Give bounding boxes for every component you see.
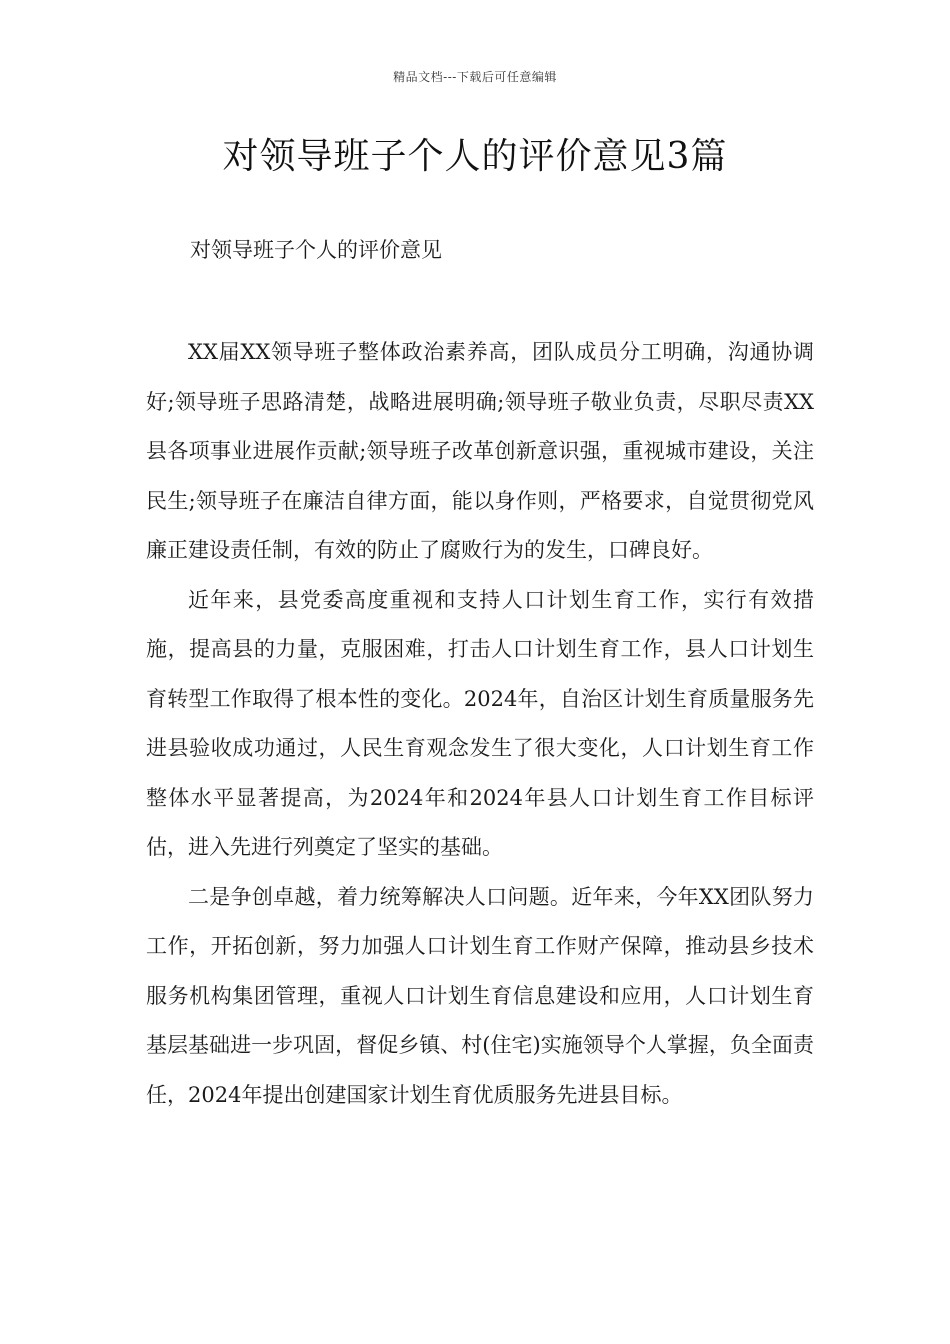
document-title: 对领导班子个人的评价意见3篇 bbox=[222, 136, 728, 177]
document-body bbox=[146, 328, 814, 1120]
document-subtitle: 对领导班子个人的评价意见 bbox=[190, 238, 442, 262]
paragraph: 近年来，县党委高度重视和支持人口计划生育工作，实行有效措施，提高县的力量，克服困难，打击人口计划生育工作，县人口计划生育转型工作取得了根本性的变化。2024年，自治区计划生育质量服务先进县验收成功通过，人民生育观念发生了很大变化，人口计划生育工作整体水平显著提高，为2024年和2024年县人口计划生育工作目标评估，进入先进行列奠定了坚实的基础。 bbox=[146, 587, 814, 859]
paragraph: 二是争创卓越，着力统筹解决人口问题。近年来，今年XX团队努力工作，开拓创新，努力加强人口计划生育工作财产保障，推动县乡技术服务机构集团管理，重视人口计划生育信息建设和应用，人口计划生育基层基础进一步巩固，督促乡镇、村(住宅)实施领导个人掌握，负全面责任，2024年提出创建国家计划生育优质服务先进县目标。 bbox=[146, 884, 814, 1107]
paragraph: XX届XX领导班子整体政治素养高，团队成员分工明确，沟通协调好;领导班子思路清楚，战略进展明确;领导班子敬业负责，尽职尽责XX县各项事业进展作贡献;领导班子改革创新意识强，重视城市建设，关注民生;领导班子在廉洁自律方面，能以身作则，严格要求，自觉贯彻党风廉正建设责任制，有效的防止了腐败行为的发生，口碑良好。 bbox=[146, 340, 814, 562]
header-note: 精品文档---下载后可任意编辑 bbox=[393, 70, 557, 84]
